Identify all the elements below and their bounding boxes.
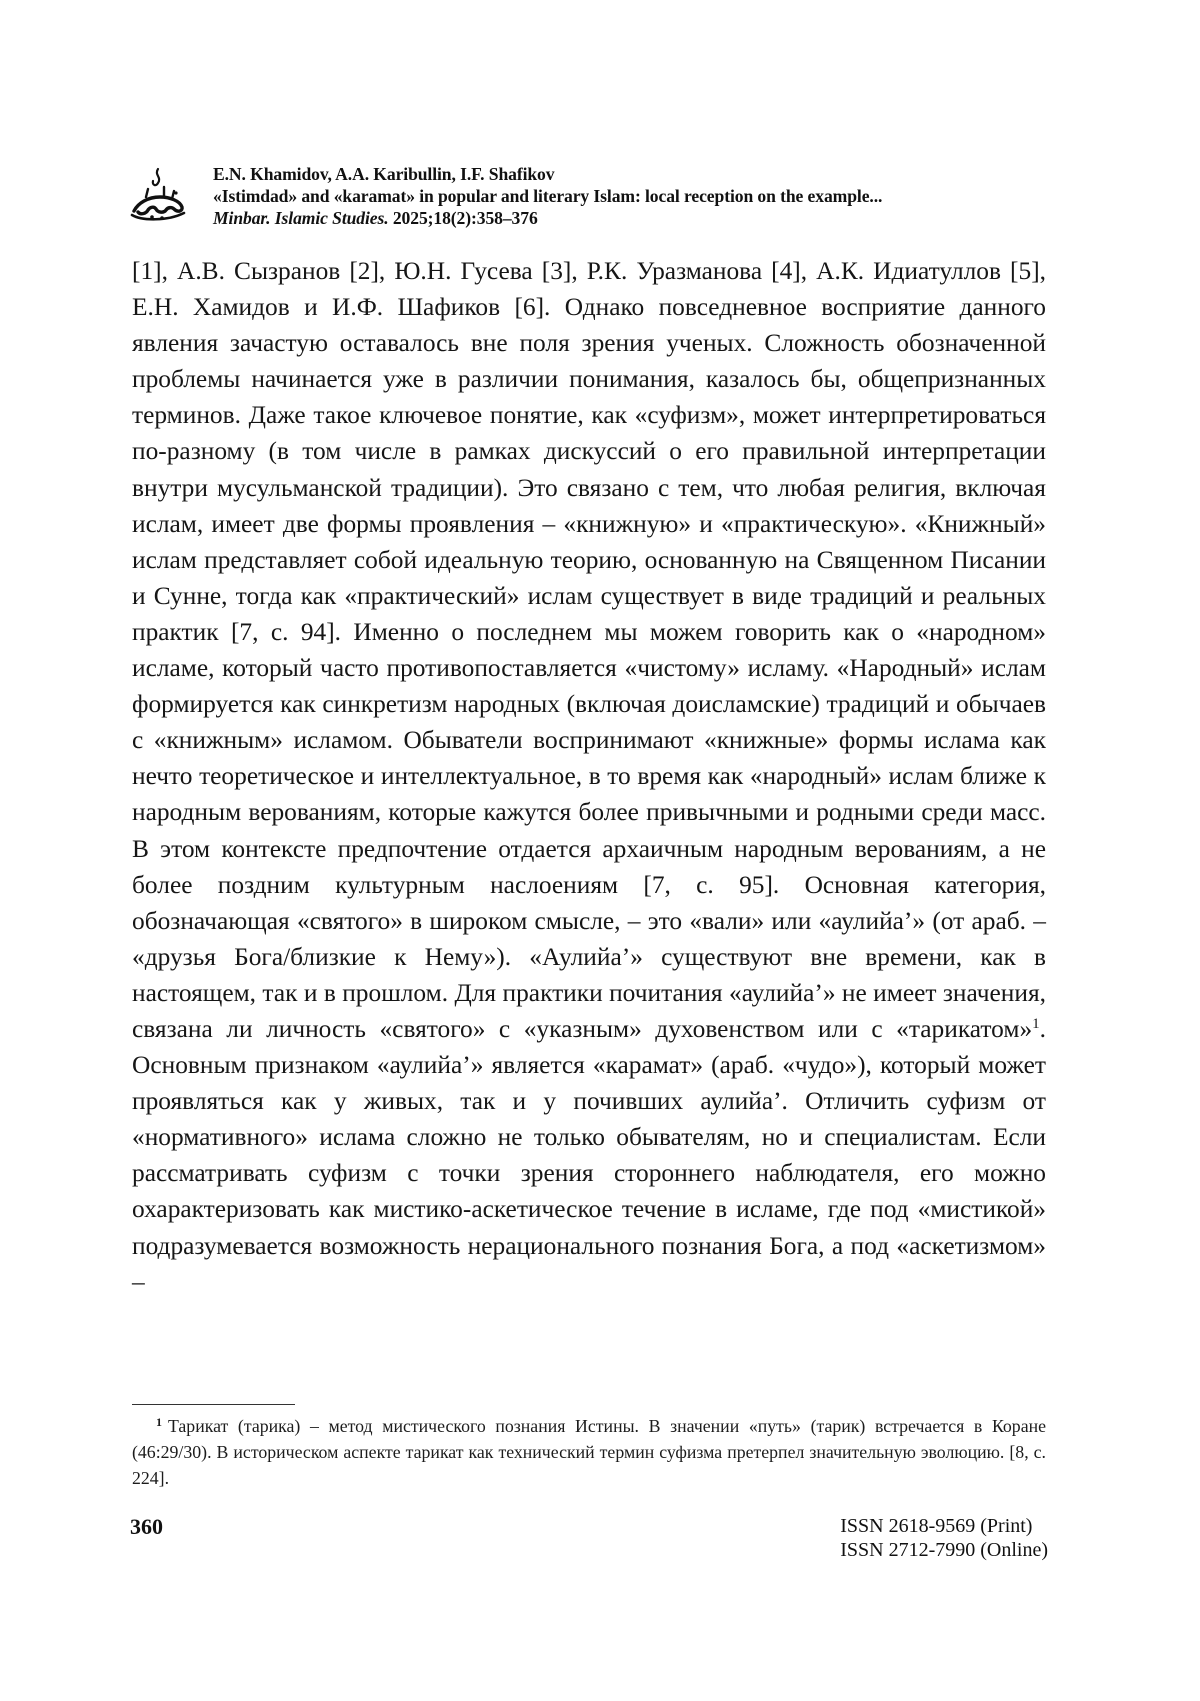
- issn-online: ISSN 2712-7990 (Online): [840, 1539, 1048, 1561]
- footnote-divider: [132, 1404, 295, 1405]
- issn-block: [840, 1514, 1048, 1562]
- minbar-logo-icon: [128, 167, 186, 223]
- header-authors: E.N. Khamidov, A.A. Karibullin, I.F. Shafikov: [213, 164, 555, 184]
- body-paragraph-part-1: [1], А.В. Сызранов [2], Ю.Н. Гусева [3], Р.К. Уразманова [4], А.К. Идиатуллов [5], Е.Н. Хамидов и И.Ф. Шафиков [6]. Однако повседневное восприятие данного явления зачастую оставалось вне поля зрения ученых. Сложность обозначенной проблемы начинается уже в различии понимания, казалось бы, общепризнанных терминов. Даже такое ключевое понятие, как «суфизм», может интерпретироваться по-разному (в том числе в рамках дискуссий о его правильной интерпретации внутри мусульманской традиции). Это связано с тем, что любая религия, включая ислам, имеет две формы проявления – «книжную» и «практическую». «Книжный» ислам представляет собой идеальную теорию, основанную на Священном Писании и Сунне, тогда как «практический» ислам существует в виде традиций и реальных практик [7, с. 94]. Именно о последнем мы можем говорить как о «народном» исламе, который часто противопоставляется «чистому» исламу. «Народный» ислам формируется как синкретизм народных (включая доисламские) традиций и обычаев с «книжным» исламом. Обыватели воспринимают «книжные» формы ислама как нечто теоретическое и интеллектуальное, в то время как «народный» ислам ближе к народным верованиям, которые кажутся более привычными и родными среди масс. В этом контексте предпочтение отдается архаичным народным верованиям, а не более поздним культурным наслоениям [7, с. 95]. Основная категория, обозначающая «святого» в широком смысле, – это «вали» или «аулийа’» (от араб. – «друзья Бога/близкие к Нему»). «Аулийа’» существуют вне времени, как в настоящем, так и в прошлом. Для практики почитания «аулийа’» не имеет значения, связана ли личность «святого» с «указным» духовенством или с «тарикатом»: [132, 257, 1046, 1043]
- header-journal: [213, 207, 1073, 229]
- page-number: 360: [130, 1514, 163, 1539]
- issn-print: ISSN 2618-9569 (Print): [840, 1515, 1033, 1537]
- footnote-reference[interactable]: 1: [1032, 1015, 1040, 1032]
- body-text: [132, 253, 1046, 1300]
- body-paragraph: [132, 253, 1046, 1300]
- journal-citation: 2025;18(2):358–376: [392, 208, 538, 228]
- body-paragraph-part-2: . Основным признаком «аулийа’» является «карамат» (араб. «чудо»), который может проявляться как у живых, так и у почивших аулийа’. Отличить суфизм от «нормативного» ислама сложно не только обывателям, но и специалистам. Если рассматривать суфизм с точки зрения стороннего наблюдателя, его можно охарактеризовать как мистико-аскетическое течение в исламе, где под «мистикой» подразумевается возможность нерационального познания Бога, а под «аскетизмом» –: [132, 1014, 1046, 1296]
- running-header: [128, 163, 1048, 233]
- footnote-text: Тарикат (тарика) – метод мистического познания Истины. В значении «путь» (тарик) встречается в Коране (46:29/30). В историческом аспекте тарикат как технический термин суфизма претерпел значительную эволюцию. [8, с. 224].: [132, 1416, 1046, 1488]
- footnote-mark: 1: [156, 1415, 162, 1429]
- journal-name: Minbar. Islamic Studies.: [213, 208, 389, 228]
- header-text: [213, 163, 1073, 229]
- footnote: [132, 1413, 1046, 1491]
- header-article-title: «Istimdad» and «karamat» in popular and literary Islam: local reception on the example...: [213, 186, 883, 206]
